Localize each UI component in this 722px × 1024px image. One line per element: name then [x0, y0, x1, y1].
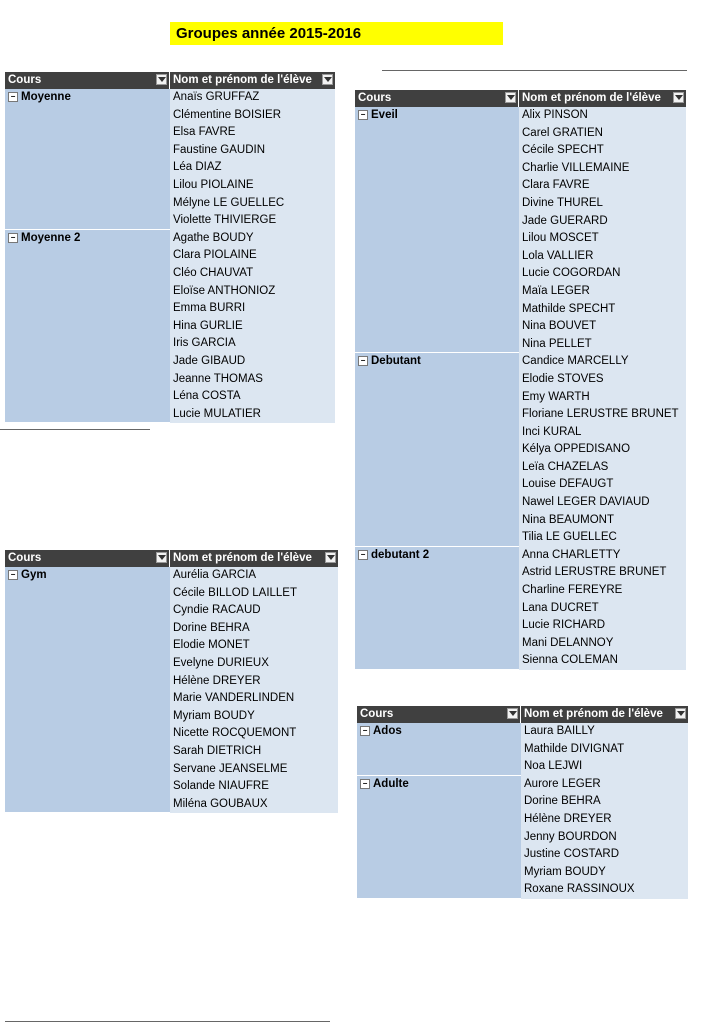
- filter-dropdown-icon[interactable]: [156, 74, 167, 85]
- course-group: [5, 567, 338, 813]
- student-name-cell[interactable]: Leïa CHAZELAS: [522, 460, 609, 473]
- student-name-cell[interactable]: Candice MARCELLY: [522, 355, 629, 368]
- collapse-toggle-icon[interactable]: −: [360, 726, 370, 736]
- column-header-eleve: [521, 706, 688, 723]
- student-name-cell[interactable]: Solande NIAUFRE: [173, 780, 269, 793]
- student-name-cell[interactable]: Cécile BILLOD LAILLET: [173, 586, 298, 599]
- student-name-cell[interactable]: Iris GARCIA: [173, 337, 236, 350]
- student-name-cell[interactable]: Anaïs GRUFFAZ: [173, 91, 260, 103]
- column-header-label: Cours: [8, 74, 42, 86]
- column-header-eleve: [519, 90, 686, 107]
- collapse-toggle-icon[interactable]: −: [8, 570, 18, 580]
- column-header-cours: [355, 90, 519, 107]
- student-name-cell[interactable]: Jenny BOURDON: [524, 830, 617, 843]
- course-group: [355, 107, 686, 353]
- column-header-label: Nom et prénom de l'élève: [173, 552, 312, 564]
- student-name-cell[interactable]: Noa LEJWI: [524, 760, 583, 773]
- column-header-eleve: [170, 550, 338, 567]
- student-name-cell[interactable]: Léa DIAZ: [173, 161, 222, 174]
- student-name-cell[interactable]: Nawel LEGER DAVIAUD: [522, 496, 650, 509]
- student-name-cell[interactable]: Myriam BOUDY: [524, 865, 606, 878]
- student-name-cell[interactable]: Dorine BEHRA: [524, 795, 601, 808]
- column-header-cours: [5, 550, 170, 567]
- student-list: [170, 230, 335, 424]
- divider-line: [5, 1021, 330, 1022]
- student-name-cell[interactable]: Mélyne LE GUELLEC: [173, 196, 285, 209]
- divider-line: [0, 429, 150, 430]
- student-name-cell[interactable]: Elodie STOVES: [522, 372, 604, 385]
- course-label-cell: [5, 230, 170, 424]
- filter-dropdown-icon[interactable]: [675, 708, 686, 719]
- student-name-cell[interactable]: Elodie MONET: [173, 639, 250, 652]
- pivot-table-1: [5, 72, 335, 423]
- course-name: Eveil: [371, 109, 398, 121]
- student-list: [519, 353, 686, 547]
- page-title: Groupes année 2015-2016: [170, 22, 503, 45]
- course-group: [357, 723, 688, 776]
- student-name-cell[interactable]: Aurélia GARCIA: [173, 569, 257, 581]
- student-name-cell[interactable]: Clémentine BOISIER: [173, 108, 282, 121]
- student-name-cell[interactable]: Emy WARTH: [522, 390, 590, 403]
- course-label-cell: [355, 353, 519, 547]
- student-name-cell[interactable]: Nina BOUVET: [522, 320, 597, 333]
- student-name-cell[interactable]: Sarah DIETRICH: [173, 744, 262, 757]
- course-name: Debutant: [371, 355, 421, 368]
- student-name-cell[interactable]: Emma BURRI: [173, 302, 246, 315]
- collapse-toggle-icon[interactable]: −: [8, 233, 18, 243]
- student-name-cell[interactable]: Alix PINSON: [522, 109, 588, 121]
- student-list: [519, 547, 686, 670]
- course-label-cell: [355, 547, 519, 670]
- student-name-cell[interactable]: Lana DUCRET: [522, 601, 599, 614]
- student-name-cell[interactable]: Tilia LE GUELLEC: [522, 531, 617, 544]
- student-name-cell[interactable]: Maïa LEGER: [522, 284, 590, 297]
- course-group: [355, 353, 686, 547]
- student-name-cell[interactable]: Cécile SPECHT: [522, 144, 604, 157]
- course-label-cell: [357, 776, 521, 899]
- column-header-label: Nom et prénom de l'élève: [173, 74, 312, 86]
- student-name-cell[interactable]: Justine COSTARD: [524, 848, 620, 861]
- student-name-cell[interactable]: Jade GUERARD: [522, 214, 608, 227]
- student-name-cell[interactable]: Carel GRATIEN: [522, 126, 603, 139]
- student-name-cell[interactable]: Anna CHARLETTY: [522, 548, 621, 561]
- course-name: Ados: [373, 725, 402, 737]
- student-name-cell[interactable]: Laura BAILLY: [524, 725, 595, 737]
- column-header-label: Nom et prénom de l'élève: [524, 708, 663, 720]
- student-name-cell[interactable]: Lucie COGORDAN: [522, 267, 621, 280]
- student-name-cell[interactable]: Lola VALLIER: [522, 249, 594, 262]
- student-name-cell[interactable]: Hélène DREYER: [173, 674, 261, 687]
- student-name-cell[interactable]: Léna COSTA: [173, 390, 241, 403]
- collapse-toggle-icon[interactable]: −: [360, 779, 370, 789]
- student-name-cell[interactable]: Aurore LEGER: [524, 777, 601, 790]
- student-name-cell[interactable]: Lilou MOSCET: [522, 232, 599, 245]
- student-name-cell[interactable]: Eloïse ANTHONIOZ: [173, 284, 276, 297]
- student-name-cell[interactable]: Violette THIVIERGE: [173, 214, 277, 227]
- column-header-label: Cours: [358, 92, 392, 104]
- course-name: Adulte: [373, 777, 409, 790]
- course-name: debutant 2: [371, 548, 430, 561]
- student-name-cell[interactable]: Cyndie RACAUD: [173, 604, 261, 617]
- pivot-table-2: [5, 550, 338, 813]
- student-name-cell[interactable]: Lucie RICHARD: [522, 619, 606, 632]
- student-name-cell[interactable]: Hina GURLIE: [173, 319, 243, 332]
- collapse-toggle-icon[interactable]: −: [358, 356, 368, 366]
- student-name-cell[interactable]: Charline FEREYRE: [522, 584, 623, 597]
- course-group: [5, 89, 335, 230]
- course-label-cell: [5, 89, 170, 230]
- course-label-cell: [355, 107, 519, 353]
- column-header-label: Nom et prénom de l'élève: [522, 92, 661, 104]
- student-name-cell[interactable]: Lucie MULATIER: [173, 407, 261, 420]
- student-name-cell[interactable]: Mathilde DIVIGNAT: [524, 742, 625, 755]
- student-name-cell[interactable]: Marie VANDERLINDEN: [173, 692, 295, 705]
- student-name-cell[interactable]: Lilou PIOLAINE: [173, 178, 254, 191]
- student-list: [519, 107, 686, 353]
- filter-dropdown-icon[interactable]: [325, 552, 336, 563]
- course-group: [5, 230, 335, 424]
- student-name-cell[interactable]: Jade GIBAUD: [173, 354, 246, 367]
- student-name-cell[interactable]: Nicette ROCQUEMONT: [173, 727, 297, 740]
- table-header: [5, 72, 335, 89]
- student-name-cell[interactable]: Nina BEAUMONT: [522, 513, 615, 526]
- table-header: [355, 90, 686, 107]
- student-name-cell[interactable]: Kélya OPPEDISANO: [522, 443, 631, 456]
- student-name-cell[interactable]: Louise DEFAUGT: [522, 478, 614, 491]
- column-header-cours: [5, 72, 170, 89]
- pivot-table-4: [357, 706, 688, 899]
- student-name-cell[interactable]: Mani DELANNOY: [522, 636, 614, 649]
- student-name-cell[interactable]: Divine THUREL: [522, 196, 603, 209]
- divider-line: [382, 70, 687, 71]
- pivot-table-3: [355, 90, 686, 670]
- column-header-label: Cours: [360, 708, 394, 720]
- course-name: Moyenne 2: [21, 231, 81, 244]
- student-name-cell[interactable]: Miléna GOUBAUX: [173, 797, 268, 810]
- collapse-toggle-icon[interactable]: −: [8, 92, 18, 102]
- student-name-cell[interactable]: Inci KURAL: [522, 425, 582, 438]
- table-header: [5, 550, 338, 567]
- student-name-cell[interactable]: Elsa FAVRE: [173, 126, 236, 139]
- filter-dropdown-icon[interactable]: [507, 708, 518, 719]
- column-header-eleve: [170, 72, 335, 89]
- course-label-cell: [5, 567, 170, 813]
- student-name-cell[interactable]: Cléo CHAUVAT: [173, 266, 254, 279]
- collapse-toggle-icon[interactable]: −: [358, 110, 368, 120]
- student-name-cell[interactable]: Roxane RASSINOUX: [524, 883, 635, 896]
- student-name-cell[interactable]: Agathe BOUDY: [173, 231, 254, 244]
- student-list: [170, 89, 335, 230]
- student-name-cell[interactable]: Faustine GAUDIN: [173, 143, 266, 156]
- table-header: [357, 706, 688, 723]
- student-name-cell[interactable]: Dorine BEHRA: [173, 621, 250, 634]
- student-list: [170, 567, 338, 813]
- student-name-cell[interactable]: Evelyne DURIEUX: [173, 656, 269, 669]
- filter-dropdown-icon[interactable]: [322, 74, 333, 85]
- student-name-cell[interactable]: Clara PIOLAINE: [173, 249, 257, 262]
- course-name: Gym: [21, 569, 47, 581]
- course-group: [355, 547, 686, 670]
- student-name-cell[interactable]: Servane JEANSELME: [173, 762, 288, 775]
- student-name-cell[interactable]: Charlie VILLEMAINE: [522, 161, 630, 174]
- column-header-cours: [357, 706, 521, 723]
- course-label-cell: [357, 723, 521, 776]
- student-name-cell[interactable]: Hélène DREYER: [524, 812, 612, 825]
- student-name-cell[interactable]: Mathilde SPECHT: [522, 302, 616, 315]
- student-name-cell[interactable]: Astrid LERUSTRE BRUNET: [522, 566, 667, 579]
- student-name-cell[interactable]: Nina PELLET: [522, 337, 592, 350]
- filter-dropdown-icon[interactable]: [156, 552, 167, 563]
- student-name-cell[interactable]: Myriam BOUDY: [173, 709, 255, 722]
- student-name-cell[interactable]: Clara FAVRE: [522, 179, 590, 192]
- student-list: [521, 776, 688, 899]
- student-name-cell[interactable]: Sienna COLEMAN: [522, 654, 618, 667]
- course-name: Moyenne: [21, 91, 71, 103]
- student-name-cell[interactable]: Jeanne THOMAS: [173, 372, 263, 385]
- column-header-label: Cours: [8, 552, 42, 564]
- student-list: [521, 723, 688, 776]
- student-name-cell[interactable]: Floriane LERUSTRE BRUNET: [522, 408, 679, 421]
- course-group: [357, 776, 688, 899]
- filter-dropdown-icon[interactable]: [505, 92, 516, 103]
- collapse-toggle-icon[interactable]: −: [358, 550, 368, 560]
- filter-dropdown-icon[interactable]: [673, 92, 684, 103]
